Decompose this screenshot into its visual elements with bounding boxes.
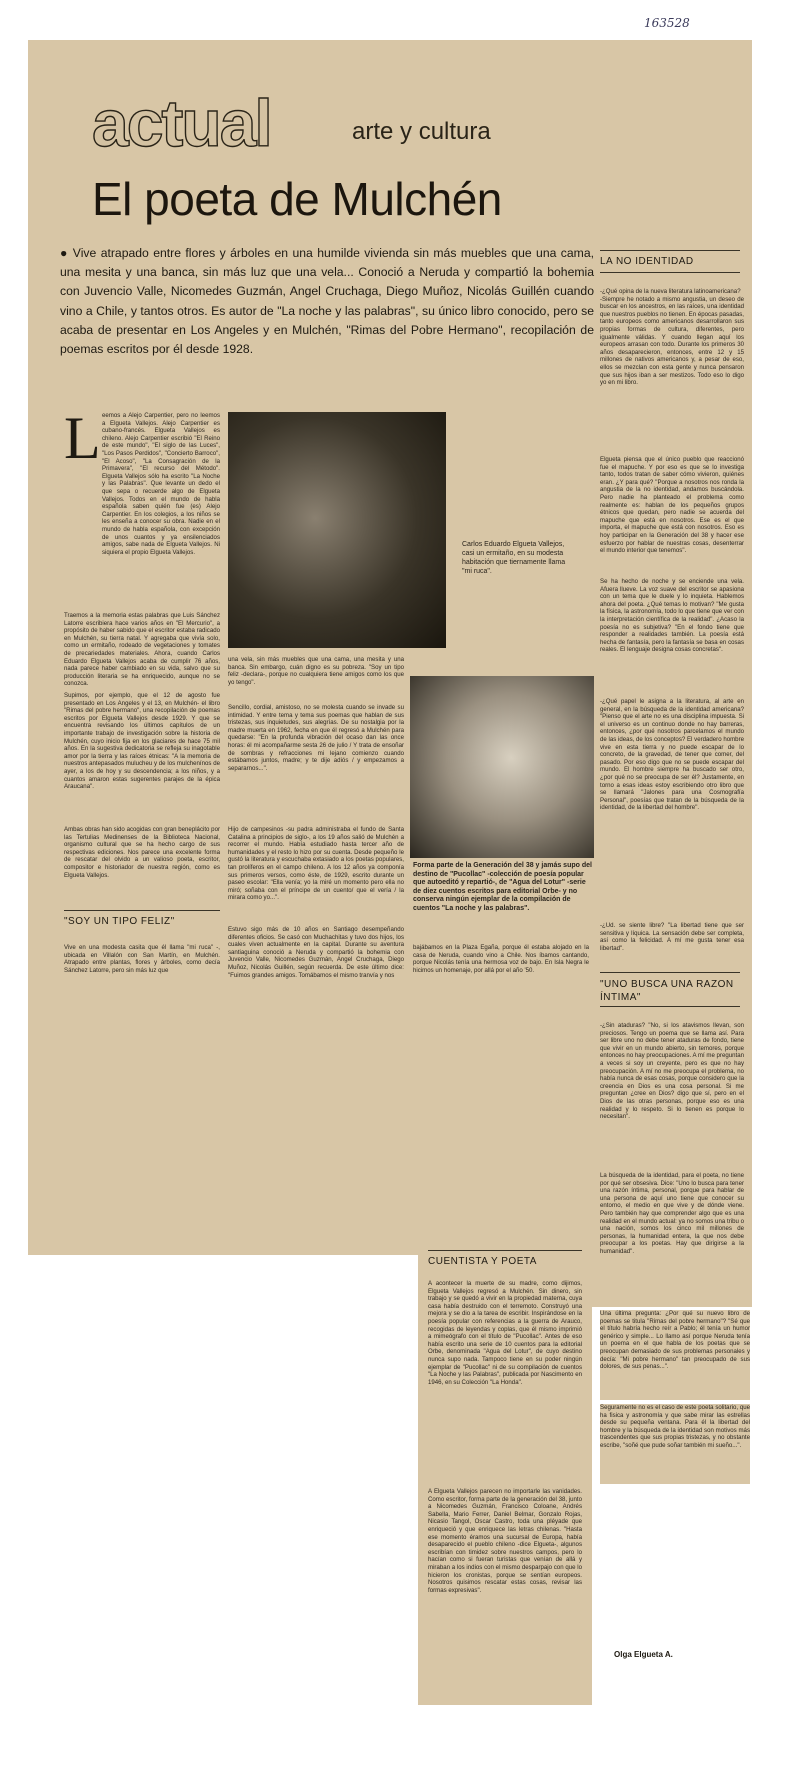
bottom-paragraph-1: A acontecer la muerte de su madre, como dijimos, Elgueta Vallejos regresó a Mulchén. Sin dinero, sin trabajo y se quedó a vivir en la propiedad materna, cuya casa había destruido con el terremoto. Construyó una mejora y se dio a la tarea de escribir. Inspirándose en la poesía popular con referencias a la guerra de Arauco, recogidas de leyendas y coplas, que él mismo imprimió a mimeógrafo con el título de "Pucollac". Antes de eso había escrito una serie de 10 cuentos para la editorial Orbe, denominada "Agua del Lotur", de cuyo destino nunca supo nada. Tampoco tiene en su poder ningún ejemplar de "Pucollac" ni de su compilación de cuentos "La Noche y las Palabras", publicada por Nascimento en 1946, en su Colección "La Honda". [428, 1280, 582, 1386]
divider [64, 910, 220, 911]
col1-paragraph-1: eemos a Alejo Carpentier, pero no leemos a Elgueta Vallejos. Alejo Carpentier es cubano-francés. Elgueta Vallejos es chileno. Alejo Carpentier escribió "El Reino de este mundo", "El siglo de las Luces", "Los Pasos Perdidos", "Concierto Barroco", "El Acoso", "La Consagración de la Primavera", "El recurso del Método". Elgueta Vallejos sólo ha escrito "La Noche y las Palabras". Que levante un dedo el que sepa o recuerde algo de Elgueta Vallejos. Todos en el mundo de habla española saben quién fue (es) Alejo Carpentier. En los colegios, a los niños se les enseña a conocer su obra. Nadie en el mundo de habla española, con excepción de unos cuantos y ya ensilenciados amigos, sabe nada de Elgueta Vallejos. Ni siquiera el propio Elgueta Vallejos. [102, 412, 220, 556]
photo-caption-2: Forma parte de la Generación del 38 y jamás supo del destino de "Pucollac" -colección de poesía popular que autoeditó y repartió-, de "Agua del Lotur" -serie de diez cuentos escritos para editorial Orbe- y no conserva ningún ejemplar de la compilación de cuentos "La noche y las palabras". [413, 862, 592, 912]
col3-paragraph-1: bajábamos en la Plaza Egaña, porque él estaba alojado en la casa de Neruda, cuando vino a Chile. Nos íbamos cantando, porque Nicolás tenía una hermosa voz de bajo. En Isla Negra le hicimos un homenaje, por allá por el año '50. [413, 944, 589, 974]
section-logo: actual [92, 86, 271, 160]
right-paragraph-7: La búsqueda de la identidad, para el poeta, no tiene por qué ser obsesiva. Dice: "Uno lo busca para tener una razón íntima, personal, porque para hablar de una persona de aquí uno tiene que conocer su entorno, el medio en que vive y de dónde viene. Pero también hay que comprender algo que es una realidad en el mundo actual: ya no somos una tribu o una nación, somos los cinco mil millones de personas, la humanidad entera, la que nos debe preocupar a los poetas. Hay que dirigirse a la humanidad". [600, 1172, 744, 1255]
right-paragraph-9: Seguramente no es el caso de este poeta solitario, que ha fisica y astronomía y que sabe mirar las estrellas desde su pequeña ventana. Para él la libertad del hombre y la búsqueda de la identidad son motivos más trascendentes que sus propias tristezas, y no obstante escribe, "soñé que pude soñar también mi sueño...". [600, 1404, 750, 1484]
headline: El poeta de Mulchén [92, 173, 502, 225]
right-paragraph-3: Se ha hecho de noche y se enciende una vela. Afuera llueve. La voz suave del escritor se apasiona con un tema que le duele y lo inquieta. Hablemos ahora del poeta. ¿Qué temas lo motivan? "Me gusta la física, la astronomía, todo lo que tiene que ver con la interpretación científica de la realidad". ¿Acaso la poesía no es subjetiva? "En el fondo tiene que responder a realidades también. La poesía está hecha de fantasía, pero la fantasía se basa en cosas reales. El lenguaje designa cosas concretas". [600, 578, 744, 654]
drop-cap: L [64, 405, 101, 471]
col1-paragraph-5: Vive en una modesta casita que él llama "mi ruca" -, ubicada en Villalón con San Martín, en Mulchén. Atrapado entre plantas, flores y árboles, como decía Sánchez Latorre, pero sin más luz que [64, 944, 220, 974]
right-paragraph-8: Una última pregunta: ¿Por qué su nuevo libro de poemas se titula "Rimas del pobre hermano"? "Sé que el título habría hecho reír a Pablo; él tenía un humor genérico y simple... Lo llamo así porque Neruda tenía un poema en el que habla de los poetas que se preocupan demasiado de sus problemas personales y decía: "Mi pobre hermano" tan preocupado de sus dolores, de sus penas...". [600, 1310, 750, 1400]
col1-paragraph-2: Traemos a la memoria estas palabras que Luis Sánchez Latorre escribiera hace varios años en "El Mercurio", a propósito de haber sabido que el escritor estaba radicado en Mulchén, su tierra natal. Y agregaba que vivía solo, como un ermitaño, rodeado de vegetaciones y tomates de precariedades materiales. Ahora, cuando Carlos Eduardo Elgueta Vallejos acaba de cumplir 76 años, nada parece haber cambiado en su vida, salvo que su producción literaria se ha enriquecido, aunque no se conozca. [64, 612, 220, 688]
section-heading-cuentista-y-poeta: CUENTISTA Y POETA [428, 1256, 537, 1267]
right-paragraph-2: Elgueta piensa que el único pueblo que reaccionó fue el mapuche. Y por eso es que se lo investiga tanto, todos tratan de saber cómo vivieron, quiénes eran. ¿Y para qué? "Porque a nosotros nos ronda la angustia de la no identidad, andamos buscándola. Pero nadie ha planteado el problema como realmente es: hablan de los pequeños grupos étnicos que quedan, pero nadie se acuerda del mapuche que está en nosotros. Ese es el que importa, el mapuche que está con nosotros. Eso es hoy participar en la Generación del 38 y hacer ese esfuerzo por hablar de nuestras cosas, desenterrar el mundo interior que tenemos". [600, 456, 744, 555]
right-paragraph-1: -¿Qué opina de la nueva literatura latinoamericana? -Siempre he notado a mismo angustia, un deseo de buscar en los ancestros, en las raíces, una identidad que nuestros pueblos no tienen. En épocas pasadas, tanto europeos como americanos desarrollaron sus propias formas de cultura, diferentes, pero igualmente válidas. Y cuando llegan aquí los europeos arrasan con todo. Durante los primeros 30 años desaparecieron, entonces, entre 12 y 15 millones de nativos americanos y, a pesar de eso, ellos se mezclan con esta gente y nunca pensaron que sus hijos iban a ser mestizos. Todo eso lo digo yo en mi libro. [600, 288, 744, 387]
section-heading-soy-un-tipo-feliz: "SOY UN TIPO FELIZ" [64, 916, 175, 927]
bottom-paragraph-2: A Elgueta Vallejos parecen no importarle las vanidades. Como escritor, forma parte de la generación del 38, junto a Nicomedes Guzmán, Francisco Coloane, Andrés Sabella, Mario Ferrer, Daniel Belmar, Gonzalo Rojas, Nicasio Tangol, Oscar Castro, toda una pléyade que enriqueció y que enriquece las letras chilenas. "Hasta ese momento éramos una sucursal de Europa, había desaparecido el pueblo chileno -dice Elgueta-, algunos escribían con timidez sobre nuestros campos, pero lo hacían como si fueran turistas que venían de allá y miraban a los indios con el mismo desparpajo con que lo hicieron los cronistas, porque se sentían europeos. Nosotros quisimos rescatar estas cosas, revisar las formas expresivas". [428, 1488, 582, 1594]
right-paragraph-4: -¿Qué papel le asigna a la literatura, al arte en general, en la búsqueda de la identidad americana? "Pienso que el arte no es una disciplina impuesta. Si el universo es un continuo donde no hay barreras, entonces, ¿por qué nosotros parcelamos el mundo de las ideas, de los conceptos? El verdadero hombre vive en esta tierra y no puede escapar de lo concreto, de la gravedad, de tener que comer, del pasado. Por eso digo que no se puede escapar del mundo. El hombre siempre ha buscado ser otro, ¿por qué no se preocupa de ser él? Justamente, en torno a esas ideas estoy escribiendo otro libro que se llamará "Jalones para una Cosmografía Personal", poesías que tratan de la búsqueda de la identidad, de la libertad del hombre". [600, 698, 744, 812]
intro-paragraph: ● Vive atrapado entre flores y árboles en una humilde vivienda sin más muebles que una cama, una mesita y una banca, sin más luz que una vela... Conoció a Neruda y compartió la bohemia con Juvencio Valle, Nicomedes Guzmán, Angel Cruchaga, Diego Muñoz, Nicolás Guillén cuando vino a Chile, y tantos otros. Es autor de "La noche y las palabras", su único libro conocido, pero se acaba de presentar en Los Angeles y en Mulchén, "Rimas del Pobre Hermano", recopilación de poemas escritos por él desde 1928. [60, 246, 594, 357]
right-paragraph-6: -¿Sin ataduras? "No, si los atavismos llevan, son preciosos. Tengo un poema que se llama así. Para ser libre uno no debe tener ataduras de fondo, tiene que vivir en un mundo abierto, sin temores, porque entonces no hay preocupaciones. A mí me preguntan a veces si soy un creyente, pero es que no hay preocupación. A mí no me preocupa el problema, no había nunca de esas cosas, porque considero que la creencia en Dios es una cosa personal. Si me preguntan ¿cree en Dios? digo que sí, pero en el Dios de las otras personas, porque eso es una realidad y lo respeto. Si lo tienen es porque lo necesitan". [600, 1022, 744, 1121]
section-subtitle: arte y cultura [352, 118, 491, 145]
col2-paragraph-1: una vela, sin más muebles que una cama, una mesita y una banca. Sin embargo, cuán digno es su pobreza. "Soy un tipo feliz -declara-, porque no cualquiera tiene amigos como los que yo tengo". [228, 656, 404, 686]
col2-paragraph-3: Hijo de campesinos -su padra administraba el fundo de Santa Catalina a principios de siglo-, a los 19 años salió de Mulchén a recorrer el mundo. Había estudiado hasta tercer año de humanidades y el resto lo hizo por su cuenta. Desde pequeño le gustó la literatura y escuchaba extasiado a los poetas populares, tan prolíferos en el campo chileno. A los 12 años ya componía sus primeros versos, como éste, de 1929, escrito durante un paseo escolar: "Ella venía; yo la miré un momento pero ella no miró; soñaba con el príncipe de un cuento/ que el vería / la mirara como yo...". [228, 826, 404, 902]
portrait-photo-glasses [228, 412, 446, 648]
col2-paragraph-2: Sencillo, cordial, amistoso, no se molesta cuando se invade su intimidad. Y entre tema y tema sus poemas que hablan de sus tristezas, sus inquietudes, sus alegrías. De su nostalgia por la madre muerta en 1962, fecha en que él regresó a Mulchén para quedarse: "En la profunda vibración del ocaso dan las once horas: él mi acompañarme sesta 26 de julio / Y trata de ensoñar de sombras y refracciones mi lejano comienzo cuando estábamos juntos, madre; y te dije adiós / y empezamos a separarnos...". [228, 704, 404, 772]
col1-paragraph-3: Supimos, por ejemplo, que el 12 de agosto fue presentado en Los Angeles y el 13, en Mulchén- el libro "Rimas del pobre hermano", una recopilación de poemas escritos por Elgueta Vallejos desde 1929. Y que se encuentra revisando los últimos capítulos de un importante trabajo de investigación sobre la historia de Mulchén, cuyo inicio fija en los glaciares de hace 75 mil años. En la sugestiva dedicatoria se refleja su inagotable amor por la tierra y las raíces étnicas: "A la memoria de nuestros antepasados mulucheu y de los mulchenínos de ayer, a los de hoy y su descendencia; a los niños, y a cuantos amaron estas sugerentes parajes de la épica Araucana". [64, 692, 220, 791]
section-heading-la-no-identidad: LA NO IDENTIDAD [600, 256, 694, 267]
handwritten-archive-number-2: 163528 [644, 16, 690, 30]
divider [600, 250, 740, 251]
divider [600, 1006, 740, 1007]
col1-paragraph-4: Ambas obras han sido acogidas con gran beneplácito por las Tertulias Medinenses de la Biblioteca Nacional, organismo cultural que se ha hecho cargo de sus respectivas ediciones. Nos parece una excelente forma de rescatar del olvido a un valioso poeta, escritor, compositor e historiador de nuestra región, como es Elgueta Vallejos. [64, 826, 220, 879]
col2-paragraph-4: Estuvo sigo más de 10 años en Santiago desempeñando diferentes oficios. Se casó con Muchachitas y tuvo dos hijos, los cuales viven actualmente en la capital. Durante su aventura santiaguina conoció a Neruda y compartió la bohemia con Juvencio Valle, Nicomedes Guzmán, Angel Cruchaga, Diego Muñoz, Nicolás Guillén, según recuerda. De este último dice: "Fuimos grandes amigos. Tomábamos el mismo tranvía y nos [228, 926, 404, 979]
photo-caption-1: Carlos Eduardo Elgueta Vallejos, casi un ermitaño, en su modesta habitación que tiernamente llama "mi ruca". [462, 541, 566, 575]
divider [428, 1250, 582, 1251]
author-signature: Olga Elgueta A. [614, 1650, 673, 1659]
portrait-photo-elder [410, 676, 594, 858]
divider [600, 972, 740, 973]
masthead [92, 86, 592, 162]
section-heading-uno-busca: "UNO BUSCA UNA RAZON ÍNTIMA" [600, 979, 734, 1003]
divider [600, 272, 740, 273]
right-paragraph-5: -¿Ud. se siente libre? "La libertad tiene que ser sensitiva y líquica. La sensación debe ser completa, así como la felicidad. A mí me gusta tener esa libertad". [600, 922, 744, 952]
